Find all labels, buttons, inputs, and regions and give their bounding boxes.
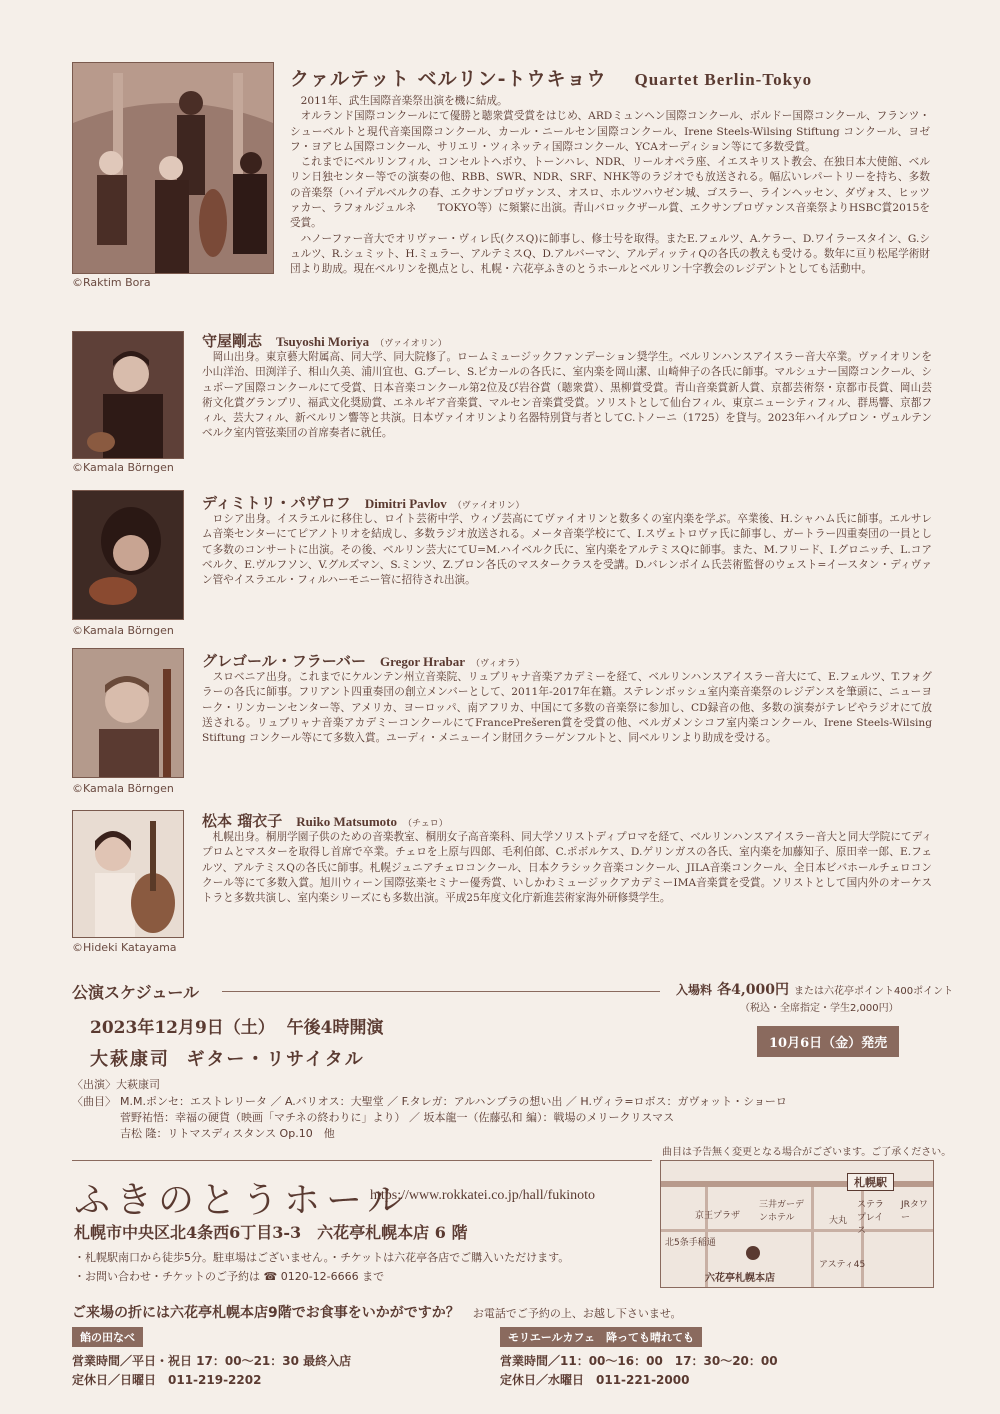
member-credit: ©Kamala Börngen (72, 624, 174, 637)
member-name-jp: 松本 瑠衣子 (202, 812, 283, 830)
performer-name: 大萩康司 (116, 1078, 160, 1091)
performer-line (72, 1077, 160, 1093)
map-stellar: ステラプレイス (857, 1200, 884, 1236)
performer-label: 〈出演〉 (72, 1078, 116, 1091)
price-note: （税込・全席指定・学生2,000円） (740, 1003, 899, 1014)
member-name-jp: 守屋剛志 (202, 332, 263, 350)
cellist-portrait-image (73, 811, 183, 937)
hall-rule (72, 1160, 652, 1161)
member-name-en: Ruiko Matsumoto (296, 814, 397, 829)
program-change-notice: 曲目は予告無く変更となる場合がございます。ご了承ください。 (662, 1147, 952, 1158)
map-daimaru: 大丸 (829, 1216, 848, 1226)
violinist-portrait-image (73, 491, 183, 619)
quartet-title-jp: クァルテット ベルリン‐トウキョウ (290, 68, 607, 90)
member-photo-moriya (72, 331, 184, 459)
hall-note-contact: ・お問い合わせ・チケットのご予約は ☎ 0120-12-6666 まで (74, 1270, 385, 1283)
restaurant-tag-left: 餡の田なべ (72, 1327, 143, 1347)
price-value: 各4,000円 (717, 982, 789, 998)
quartet-photo-image (73, 63, 273, 273)
access-map (660, 1160, 934, 1288)
hall-note-access: ・札幌駅南口から徒歩5分。駐車場はございません。・チケットは六花亭各店でご購入いただけます。 (74, 1251, 570, 1264)
sale-date-badge: 10月6日（金）発売 (757, 1026, 899, 1057)
dining-question: ご来場の折には六花亭札幌本店9階でお食事をいかがですか？ (72, 1305, 460, 1321)
hall-url[interactable]: https://www.rokkatei.co.jp/hall/fukinoto (370, 1188, 596, 1203)
quartet-bio-paragraph: オルランド国際コンクールにて優勝と聴衆賞受賞をはじめ、ARDミュンヘン国際コンクール、ボルドー国際コンクール、フランツ・シューベルトと現代音楽国際コンクール、カール・ニールセン国際コンクール、Irene Steels-Wilsing Stiftung コンクール、ヨゼフ・ヨアヒム国際コンクール、サリエリ・ツィネッティ国際コンクール、YCAオーディション等にて多数受賞。 (290, 110, 930, 153)
map-kita5: 北5条手稲通 (665, 1238, 716, 1248)
member-instrument: （ヴァイオリン） (452, 501, 525, 511)
restaurant-hours: 営業時間／平日・祝日 17：00～21：30 最終入店 (72, 1354, 352, 1368)
member-photo-pavlov (72, 490, 184, 620)
hall-logo: ふきのとうホール (74, 1180, 410, 1221)
concert-date (90, 1013, 384, 1038)
member-name-hrabar (202, 650, 525, 671)
concert-date-day: 2023年12月9日（土） (90, 1018, 275, 1038)
restaurant-hours-left (72, 1352, 351, 1390)
member-name-en: Tsuyoshi Moriya (276, 334, 370, 349)
program-label: 〈曲目〉 (72, 1095, 116, 1108)
member-photo-matsumoto (72, 810, 184, 938)
member-name-matsumoto (202, 810, 448, 831)
price-line (676, 979, 953, 999)
member-instrument: （チェロ） (403, 819, 448, 829)
map-astey: アスティ45 (819, 1260, 866, 1270)
member-name-jp: ディミトリ・パヴロフ (202, 494, 351, 512)
schedule-rule (222, 991, 660, 992)
member-bio-moriya: 岡山出身。東京藝大附属高、同大学、同大院修了。ロームミュージックファンデーション奨学生。ベルリンハンスアイスラー音大卒業。ヴァイオリンを小山洋治、田渕洋子、相山久美、浦川宜也、G.プーレ、S.ピカールの各氏に、室内楽を岡山潔、山崎伸子の各氏に師事。マルシュナー国際コンクール、シュポーア国際コンクールにて受賞、日本音楽コンクール第2位及び岩谷賞（聴衆賞）、黒柳賞受賞。青山音楽賞新人賞、京都芸術祭・京都市長賞、岡山芸術文化賞グランプリ、福武文化奨励賞、エネルギア音楽賞、マルセン音楽賞受賞。ソリストとして仙台フィル、東京ニューシティフィル、群馬響、京都フィル、芸大フィル、新ベルリン響等と共演。日本ヴァイオリンより名器特別貸与者としてC.トノーニ（1725）を貸与。2023年ハイルブロン・ヴュルテンベルク室内管弦楽団の首席奏者に就任。 (202, 351, 932, 440)
member-credit: ©Kamala Börngen (72, 461, 174, 474)
quartet-bio-paragraph: ハノーファー音大でオリヴァー・ヴィレ氏(クスQ)に師事し、修士号を取得。またE.フェルツ、A.ケラー、D.ワイラースタイン、G.シュルツ、R.シュミット、H.ミュラー、アルテミスQ、D.アルバーマン、アルディッティQの各氏の教えも受ける。数年に亘り松尾学術財団より助成。現在ベルリンを拠点とし、札幌・六花亭ふきのとうホールとベルリン十字教会のレジデントとしても活動中。 (290, 232, 930, 276)
program-list (120, 1094, 940, 1142)
map-keio: 京王プラザ (695, 1211, 741, 1221)
concert-time: 午後4時開演 (286, 1018, 384, 1038)
price-label: 入場料 (676, 983, 713, 997)
quartet-bio-paragraph: 2011年、武生国際音楽祭出演を機に結成。 (300, 95, 508, 107)
quartet-photo-credit: ©Raktim Bora (72, 276, 151, 289)
map-station: 札幌駅 (847, 1173, 894, 1191)
member-name-pavlov (202, 492, 524, 513)
restaurant-closed: 定休日／水曜日 011-221-2000 (500, 1373, 690, 1387)
member-bio-matsumoto: 札幌出身。桐朋学園子供のための音楽教室、桐朋女子高音楽科、同大学ソリストディプロマを経て、ベルリンハンスアイスラー音大と同大学院にてディプロムとマスターを取得し首席で卒業。チェロを上原与四郎、毛利伯郎、C.ポボルケス、D.ゲリンガスの各氏、室内楽を加藤知子、原田幸一郎、E.フェルツ、アルテミスQの各氏に師事。札幌ジュニアチェロコンクール、日本クラシック音楽コンクール、JILA音楽コンクール、全日本ビバホールチェロコンクール等にて多数入賞。旭川ウィーン国際弦楽セミナー優秀賞、いしかわミュージックアカデミーIMA音楽賞を受賞。ソリストとして国内外のオーケストラと多数共演し、室内楽シリーズにも多数出演。平成25年度文化庁新進芸術家海外研修奨学生。 (202, 831, 932, 905)
restaurant-closed: 定休日／日曜日 011-219-2202 (72, 1373, 262, 1387)
quartet-title-en: Quartet Berlin-Tokyo (634, 70, 813, 89)
member-credit: ©Kamala Börngen (72, 782, 174, 795)
member-bio-hrabar: スロベニア出身。これまでにケルンテン州立音楽院、リュブリャナ音楽アカデミーを経て、ベルリンハンスアイスラー音大にて、E.フェルツ、T.フォグラーの各氏に師事。フリアント四重奏団の創立メンバーとして、2011年-2017年在籍。ステレンボッシュ室内楽音楽祭のレジデンスを筆頭に、ニューヨーク・リンカーンセンター等、アメリカ、ヨーロッパ、南アフリカ、中国にて多数の音楽祭に参加し、CD録音の他、多数の演奏がテレビやラジオにて放送される。リュブリャナ音楽アカデミーコンクールにてFrancePrešeren賞を受賞の他、ベルガメンシコフ室内楽コンクール、Irene Steels-Wilsing Stiftung コンクール等にて多数入賞。ユーディ・メニューイン財団クラーゲンフルトと、同ベルリンより助成を受ける。 (202, 671, 932, 745)
violist-portrait-image (73, 649, 183, 777)
member-name-en: Dimitri Pavlov (364, 496, 447, 511)
map-jr-tower: JRタワー (901, 1200, 928, 1223)
program-item: 菅野祐悟：幸福の硬貨（映画「マチネの終わりに」より） ／ 坂本龍一（佐藤弘和 編）：戦場のメリークリスマス (120, 1111, 675, 1124)
quartet-bio-paragraph: これまでにベルリンフィル、コンセルトヘボウ、トーンハレ、NDR、リールオペラ座、イエスキリスト教会、在独日本大使館、ベルリン日独センター等での演奏の他、RBB、SWR、NDR、SRF、NHK等のラジオでも放送される。幅広いレパートリーを持ち、多数の音楽祭（ハイデルベルクの春、エクサンプロヴァンス、オスロ、ホルツハウゼン城、ゴスラー、ラインヘッセン、ダヴォス、ヒッツァカー、ラフォルジュルネ TOKYO等）に頻繁に出演。青山バロックザール賞、エクサンプロヴァンス音楽祭よりHSBC賞2015を受賞。 (290, 156, 930, 230)
violinist-portrait-image (73, 332, 183, 458)
member-name-jp: グレゴール・フラーバー (202, 652, 366, 670)
program-item: M.M.ポンセ：エストレリータ ／ A.バリオス：大聖堂 ／ F.タレガ：アルハンブラの想い出 ／ H.ヴィラ=ロボス：ガヴォット・ショーロ (120, 1095, 787, 1108)
member-bio-pavlov: ロシア出身。イスラエルに移住し、ロイト芸術中学、ウィゾ芸高にてヴァイオリンと数多くの室内楽を学ぶ。卒業後、H.シャハム氏に師事。エルサレム音楽センターにてピアノトリオを結成し、多数ラジオ放送される。メータ音楽学校にて、I.スヴェトロヴァ氏に師事し、ガートラー四重奏団の一員として多数のコンサートに出演。その後、ベルリン芸大にてU=M.ハイベルク氏に、室内楽をアルテミスQに師事。また、M.フリード、I.グロニッチ、L.コアベルク、E.ヴルフソン、V.グルズマン、S.ミンツ、Z.ブロン各氏のマスタークラスを受講。D.バレンボイム氏芸術監督のウェスト=イースタン・ディヴァン管やイスラエル・フィルハーモニー管に招待され出演。 (202, 513, 932, 587)
quartet-photo (72, 62, 274, 274)
member-credit: ©Hideki Katayama (72, 941, 177, 954)
member-name-en: Gregor Hrabar (379, 654, 466, 669)
member-name-moriya (202, 330, 447, 351)
dining-reserve: お電話でご予約の上、お越し下さいませ。 (472, 1307, 682, 1320)
map-rokkatei: 六花亭札幌本店 (705, 1273, 775, 1284)
member-instrument: （ヴァイオリン） (375, 339, 447, 349)
program-item: 吉松 隆：リトマスディスタンス Op.10 他 (120, 1127, 335, 1140)
price-points: または六花亭ポイント400ポイント (794, 986, 954, 997)
dining-heading (72, 1302, 682, 1322)
restaurant-tag-right: モリエールカフェ 降っても晴れても (500, 1327, 702, 1347)
recital-title: 大萩康司 ギター・リサイタル (90, 1049, 365, 1070)
member-photo-hrabar (72, 648, 184, 778)
quartet-title (290, 64, 812, 91)
member-instrument: （ヴィオラ） (471, 659, 525, 669)
map-mitsui: 三井ガーデンホテル (759, 1200, 805, 1223)
restaurant-hours: 営業時間／11：00～16：00 17：30～20：00 (500, 1354, 778, 1368)
hall-address: 札幌市中央区北4条西6丁目3-3 六花亭札幌本店 6 階 (74, 1223, 468, 1242)
schedule-heading: 公演スケジュール (72, 983, 200, 1002)
restaurant-hours-right (500, 1352, 778, 1390)
quartet-bio (290, 94, 930, 278)
